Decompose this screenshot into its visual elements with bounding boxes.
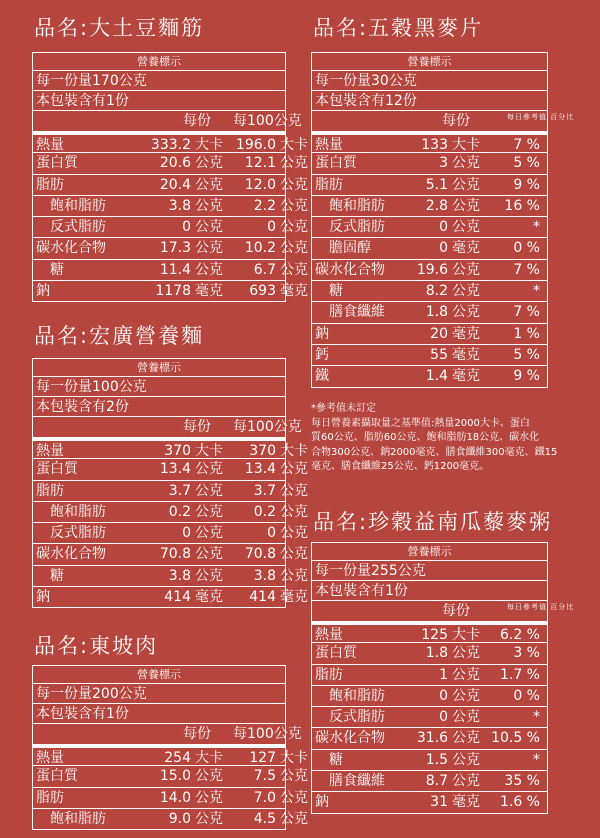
daily-value-percent: * (533, 709, 540, 726)
column-header-per-serving: 每份 (183, 113, 211, 129)
nutrient-row (312, 259, 547, 280)
per-100g-value: 7.0 (253, 789, 276, 806)
per-100g-unit: 毫克 (280, 589, 308, 606)
nutrient-label: 反式脂肪 (50, 219, 106, 236)
note-line: 毫克、膳食纖維25公克、鈣1200毫克。 (311, 461, 490, 472)
nutrient-label: 鈉 (315, 794, 329, 811)
nutrient-label: 碳水化合物 (36, 546, 106, 563)
column-header-per-serving: 每份 (183, 419, 211, 435)
per-100g-value: 10.2 (244, 240, 276, 257)
per-serving-unit: 公克 (195, 503, 223, 520)
nutrient-row (33, 131, 308, 153)
note-line: *參考值未訂定 (311, 403, 376, 414)
per-serving-value: 20.6 (159, 155, 191, 172)
per-serving-unit: 公克 (452, 283, 480, 300)
nutrient-row (312, 642, 547, 663)
per-100g-value: 196.0 (235, 137, 276, 153)
daily-value-percent: 7 % (513, 137, 540, 153)
table-caption: 營養標示 (407, 545, 452, 558)
nutrient-row (312, 152, 547, 173)
per-serving-unit: 公克 (452, 687, 480, 704)
daily-value-percent: 1.7 % (499, 666, 540, 683)
per-serving-unit: 公克 (195, 768, 223, 785)
per-100g-unit: 公克 (280, 261, 308, 278)
nutrient-row (312, 216, 547, 237)
per-serving-unit: 公克 (195, 546, 223, 563)
product-title-3: 品名:東坡肉 (34, 634, 159, 658)
daily-value-percent: 3 % (513, 645, 540, 662)
per-100g-value: 0 (267, 525, 276, 542)
nutrient-row (33, 480, 308, 501)
nutrient-label: 飽和脂肪 (329, 687, 385, 704)
daily-value-percent: * (533, 219, 540, 236)
daily-value-percent: 6.2 % (499, 627, 540, 643)
nutrient-label: 碳水化合物 (315, 261, 385, 278)
column-header-per-serving: 每份 (442, 603, 470, 619)
per-100g-value: 12.1 (244, 155, 276, 172)
daily-value-percent: 1 % (513, 325, 540, 342)
per-serving-unit: 毫克 (452, 240, 480, 257)
daily-value-percent: 9 % (513, 176, 540, 193)
per-100g-value: 370 (249, 443, 276, 459)
nutrient-label: 糖 (329, 283, 343, 300)
nutrient-row (312, 323, 547, 344)
per-serving-value: 19.6 (416, 261, 448, 278)
nutrient-row (33, 808, 308, 829)
daily-value-percent: 7 % (513, 304, 540, 321)
nutrient-label: 熱量 (315, 137, 343, 153)
nutrient-row (33, 458, 308, 479)
daily-value-percent: 7 % (513, 261, 540, 278)
per-serving-value: 20 (430, 325, 448, 342)
per-serving-unit: 公克 (195, 219, 223, 236)
per-serving-unit: 公克 (452, 176, 480, 193)
column-header-row (33, 110, 302, 131)
nutrient-row (33, 543, 308, 564)
per-serving-value: 125 (421, 627, 448, 643)
per-serving-value: 1 (439, 666, 448, 683)
per-100g-value: 7.5 (253, 768, 276, 785)
nutrient-row (33, 216, 308, 237)
per-serving-unit: 毫克 (195, 283, 223, 300)
per-serving-unit: 大卡 (195, 137, 223, 153)
per-100g-value: 4.5 (253, 810, 276, 827)
per-serving-value: 31 (430, 794, 448, 811)
reference-note (311, 402, 586, 475)
per-serving-value: 333.2 (150, 137, 191, 153)
servings-per-package: 本包裝含有12份 (312, 90, 547, 110)
per-serving-unit: 公克 (452, 666, 480, 683)
nutrient-label: 碳水化合物 (315, 730, 385, 747)
nutrient-label: 糖 (50, 261, 64, 278)
per-serving-value: 133 (421, 137, 448, 153)
nutrient-label: 脂肪 (36, 482, 64, 499)
nutrient-label: 反式脂肪 (50, 525, 106, 542)
nutrient-label: 鈉 (315, 325, 329, 342)
nutrient-label: 鈉 (36, 283, 50, 300)
per-100g-value: 12.0 (244, 176, 276, 193)
nutrient-row (33, 280, 308, 301)
nutrient-label: 蛋白質 (36, 768, 78, 785)
nutrient-row (312, 664, 547, 685)
nutrient-label: 飽和脂肪 (329, 197, 385, 214)
per-serving-unit: 毫克 (195, 589, 223, 606)
nutrient-row (312, 280, 547, 301)
nutrient-label: 蛋白質 (36, 155, 78, 172)
serving-size: 每一份量200公克 (33, 683, 285, 703)
per-serving-unit: 公克 (195, 197, 223, 214)
column-header-daily-value: 每日參考值 百分比 (507, 603, 575, 611)
per-serving-value: 0 (182, 219, 191, 236)
per-100g-unit: 公克 (280, 461, 308, 478)
per-100g-unit: 公克 (280, 768, 308, 785)
nutrient-row (33, 522, 308, 543)
nutrient-label: 熱量 (36, 750, 64, 766)
nutrient-label: 膳食纖維 (329, 304, 385, 321)
per-100g-value: 693 (249, 283, 276, 300)
per-serving-value: 414 (164, 589, 191, 606)
per-serving-value: 0 (439, 709, 448, 726)
per-serving-value: 1178 (155, 283, 191, 300)
per-100g-unit: 公克 (280, 503, 308, 520)
table-caption: 營養標示 (137, 668, 181, 681)
per-100g-value: 70.8 (244, 546, 276, 563)
product-title-2: 品名:宏廣營養麵 (34, 324, 205, 348)
nutrient-label: 碳水化合物 (36, 240, 106, 257)
nutrient-row (312, 770, 547, 791)
nutrient-row (33, 259, 308, 280)
per-serving-unit: 大卡 (195, 443, 223, 459)
per-100g-unit: 大卡 (280, 443, 308, 459)
per-100g-value: 3.7 (253, 482, 276, 499)
daily-value-percent: 16 % (504, 197, 540, 214)
column-header-per-100g: 每100公克 (233, 113, 302, 129)
daily-value-percent: 0 % (513, 240, 540, 257)
nutrient-row (312, 685, 547, 706)
nutrient-row (33, 565, 308, 586)
nutrient-row (312, 195, 547, 216)
per-serving-unit: 公克 (452, 304, 480, 321)
per-serving-unit: 公克 (452, 261, 480, 278)
serving-size: 每一份量100公克 (33, 376, 285, 396)
per-serving-unit: 公克 (195, 240, 223, 257)
daily-value-percent: 9 % (513, 368, 540, 385)
nutrient-label: 熱量 (36, 443, 64, 459)
nutrient-label: 飽和脂肪 (50, 810, 106, 827)
per-100g-unit: 公克 (280, 567, 308, 584)
nutrient-row (312, 237, 547, 258)
nutrient-label: 熱量 (36, 137, 64, 153)
per-100g-value: 0.2 (253, 503, 276, 520)
nutrient-row (312, 749, 547, 770)
nutrient-label: 脂肪 (36, 789, 64, 806)
column-header-row (33, 723, 302, 744)
nutrient-row (33, 152, 308, 173)
nutrient-label: 熱量 (315, 627, 343, 643)
per-serving-value: 15.0 (159, 768, 191, 785)
nutrient-row (33, 174, 308, 195)
per-100g-unit: 公克 (280, 482, 308, 499)
per-serving-value: 14.0 (159, 789, 191, 806)
nutrient-row (312, 365, 547, 386)
column-header-row (33, 416, 302, 437)
nutrient-row (33, 237, 308, 258)
per-serving-unit: 毫克 (452, 346, 480, 363)
note-line: 質60公克、脂肪60公克、飽和脂肪18公克、碳水化 (311, 432, 540, 443)
per-serving-value: 8.2 (425, 283, 448, 300)
per-serving-unit: 公克 (195, 567, 223, 584)
note-line: 合物300公克、鈉2000毫克、膳食纖維300毫克、鐵15 (311, 446, 558, 458)
per-serving-value: 70.8 (159, 546, 191, 563)
per-serving-value: 3.8 (168, 197, 191, 214)
column-header-per-100g: 每100公克 (233, 726, 302, 742)
daily-value-percent: 10.5 % (491, 730, 540, 747)
per-serving-value: 55 (430, 346, 448, 363)
nutrient-row (312, 174, 547, 195)
daily-value-percent: 5 % (513, 346, 540, 363)
per-serving-value: 2.8 (425, 197, 448, 214)
per-serving-value: 0 (182, 525, 191, 542)
nutrient-row (33, 501, 308, 522)
nutrition-table-5 (311, 542, 575, 814)
per-100g-value: 127 (249, 750, 276, 766)
nutrient-row (33, 787, 308, 808)
nutrient-label: 膳食纖維 (329, 773, 385, 790)
nutrient-label: 蛋白質 (315, 155, 357, 172)
per-serving-value: 0.2 (168, 503, 191, 520)
per-100g-unit: 公克 (280, 219, 308, 236)
nutrient-row (312, 706, 547, 727)
per-serving-value: 11.4 (159, 261, 191, 278)
per-serving-value: 254 (164, 750, 191, 766)
daily-value-percent: 35 % (504, 773, 540, 790)
nutrient-label: 脂肪 (315, 666, 343, 683)
serving-size: 每一份量170公克 (33, 70, 285, 90)
servings-per-package: 本包裝含有1份 (312, 580, 547, 600)
per-serving-unit: 公克 (452, 645, 480, 662)
per-100g-unit: 公克 (280, 240, 308, 257)
per-serving-value: 1.8 (425, 304, 448, 321)
nutrient-row (33, 195, 308, 216)
nutrient-row (312, 301, 547, 322)
nutrient-row (312, 621, 547, 642)
daily-value-percent: 0 % (513, 687, 540, 704)
nutrient-row (33, 744, 308, 766)
table-caption: 營養標示 (407, 55, 452, 68)
product-title-5: 品名:珍穀益南瓜藜麥粥 (313, 510, 553, 534)
product-title-1: 品名:大土豆麵筋 (34, 16, 205, 40)
per-100g-unit: 公克 (280, 176, 308, 193)
per-100g-unit: 公克 (280, 525, 308, 542)
nutrient-label: 糖 (329, 751, 343, 768)
per-100g-unit: 毫克 (280, 283, 308, 300)
per-serving-value: 0 (439, 687, 448, 704)
serving-size: 每一份量255公克 (312, 560, 547, 580)
nutrient-label: 鐵 (315, 368, 329, 385)
per-serving-value: 1.8 (425, 645, 448, 662)
per-serving-unit: 公克 (452, 709, 480, 726)
per-serving-value: 8.7 (425, 773, 448, 790)
per-serving-value: 13.4 (159, 461, 191, 478)
nutrient-row (312, 131, 547, 152)
nutrition-table-4 (311, 52, 575, 388)
per-serving-unit: 毫克 (452, 794, 480, 811)
per-serving-unit: 公克 (452, 155, 480, 172)
nutrient-row (312, 791, 547, 812)
column-header-row (312, 110, 575, 131)
per-serving-value: 3.7 (168, 482, 191, 499)
nutrient-label: 鈉 (36, 589, 50, 606)
nutrient-label: 膽固醇 (329, 240, 371, 257)
per-serving-value: 0 (439, 240, 448, 257)
per-serving-unit: 公克 (452, 773, 480, 790)
per-100g-unit: 公克 (280, 546, 308, 563)
per-100g-value: 0 (267, 219, 276, 236)
per-serving-value: 31.6 (416, 730, 448, 747)
table-caption: 營養標示 (137, 361, 181, 374)
per-100g-value: 3.8 (253, 567, 276, 584)
nutrient-label: 飽和脂肪 (50, 503, 106, 520)
per-serving-value: 1.4 (425, 368, 448, 385)
per-100g-unit: 公克 (280, 197, 308, 214)
per-serving-unit: 公克 (195, 176, 223, 193)
nutrient-row (312, 727, 547, 748)
column-header-per-100g: 每100公克 (233, 419, 302, 435)
nutrient-row (33, 437, 308, 459)
per-serving-unit: 公克 (195, 461, 223, 478)
nutrient-label: 飽和脂肪 (50, 197, 106, 214)
per-serving-value: 370 (164, 443, 191, 459)
nutrient-label: 脂肪 (315, 176, 343, 193)
per-serving-unit: 毫克 (452, 368, 480, 385)
per-serving-unit: 公克 (195, 261, 223, 278)
nutrition-table-3 (32, 665, 308, 830)
nutrition-table-2 (32, 358, 308, 608)
per-100g-unit: 大卡 (280, 137, 308, 153)
per-serving-unit: 公克 (452, 751, 480, 768)
nutrient-label: 反式脂肪 (329, 219, 385, 236)
per-100g-unit: 公克 (280, 810, 308, 827)
per-100g-value: 2.2 (253, 197, 276, 214)
per-serving-unit: 公克 (195, 789, 223, 806)
per-serving-value: 1.5 (425, 751, 448, 768)
servings-per-package: 本包裝含有1份 (33, 90, 285, 110)
note-line: 每日營養素攝取量之基準值:熱量2000大卡、蛋白 (311, 417, 530, 429)
nutrient-label: 蛋白質 (36, 461, 78, 478)
table-caption: 營養標示 (137, 55, 181, 68)
daily-value-percent: 5 % (513, 155, 540, 172)
per-serving-unit: 大卡 (195, 750, 223, 766)
column-header-per-serving: 每份 (183, 726, 211, 742)
daily-value-percent: * (533, 751, 540, 768)
per-serving-unit: 公克 (195, 525, 223, 542)
nutrient-label: 反式脂肪 (329, 709, 385, 726)
per-serving-value: 3 (439, 155, 448, 172)
servings-per-package: 本包裝含有2份 (33, 396, 285, 416)
daily-value-percent: 1.6 % (499, 794, 540, 811)
per-100g-value: 13.4 (244, 461, 276, 478)
per-100g-value: 6.7 (253, 261, 276, 278)
per-serving-unit: 毫克 (452, 325, 480, 342)
per-serving-value: 3.8 (168, 567, 191, 584)
nutrient-label: 鈣 (315, 346, 329, 363)
per-serving-unit: 公克 (452, 197, 480, 214)
nutrient-row (33, 765, 308, 786)
per-serving-value: 9.0 (168, 810, 191, 827)
nutrient-label: 脂肪 (36, 176, 64, 193)
per-100g-unit: 大卡 (280, 750, 308, 766)
per-100g-value: 414 (249, 589, 276, 606)
per-100g-unit: 公克 (280, 155, 308, 172)
nutrition-table-1 (32, 52, 308, 302)
per-serving-value: 20.4 (159, 176, 191, 193)
column-header-daily-value: 每日參考值 百分比 (507, 113, 575, 121)
product-title-4: 品名:五穀黑麥片 (313, 16, 484, 40)
per-serving-unit: 公克 (195, 482, 223, 499)
servings-per-package: 本包裝含有1份 (33, 703, 285, 723)
per-serving-unit: 公克 (452, 219, 480, 236)
per-serving-value: 5.1 (425, 176, 448, 193)
per-serving-unit: 公克 (452, 730, 480, 747)
per-serving-unit: 公克 (195, 810, 223, 827)
nutrient-row (312, 344, 547, 365)
per-serving-value: 0 (439, 219, 448, 236)
nutrient-label: 蛋白質 (315, 645, 357, 662)
column-header-per-serving: 每份 (442, 113, 470, 129)
per-serving-value: 17.3 (159, 240, 191, 257)
per-serving-unit: 大卡 (452, 627, 480, 643)
serving-size: 每一份量30公克 (312, 70, 547, 90)
per-serving-unit: 大卡 (452, 137, 480, 153)
per-100g-unit: 公克 (280, 789, 308, 806)
nutrient-row (33, 586, 308, 607)
daily-value-percent: * (533, 283, 540, 300)
column-header-row (312, 600, 575, 621)
nutrient-label: 糖 (50, 567, 64, 584)
per-serving-unit: 公克 (195, 155, 223, 172)
